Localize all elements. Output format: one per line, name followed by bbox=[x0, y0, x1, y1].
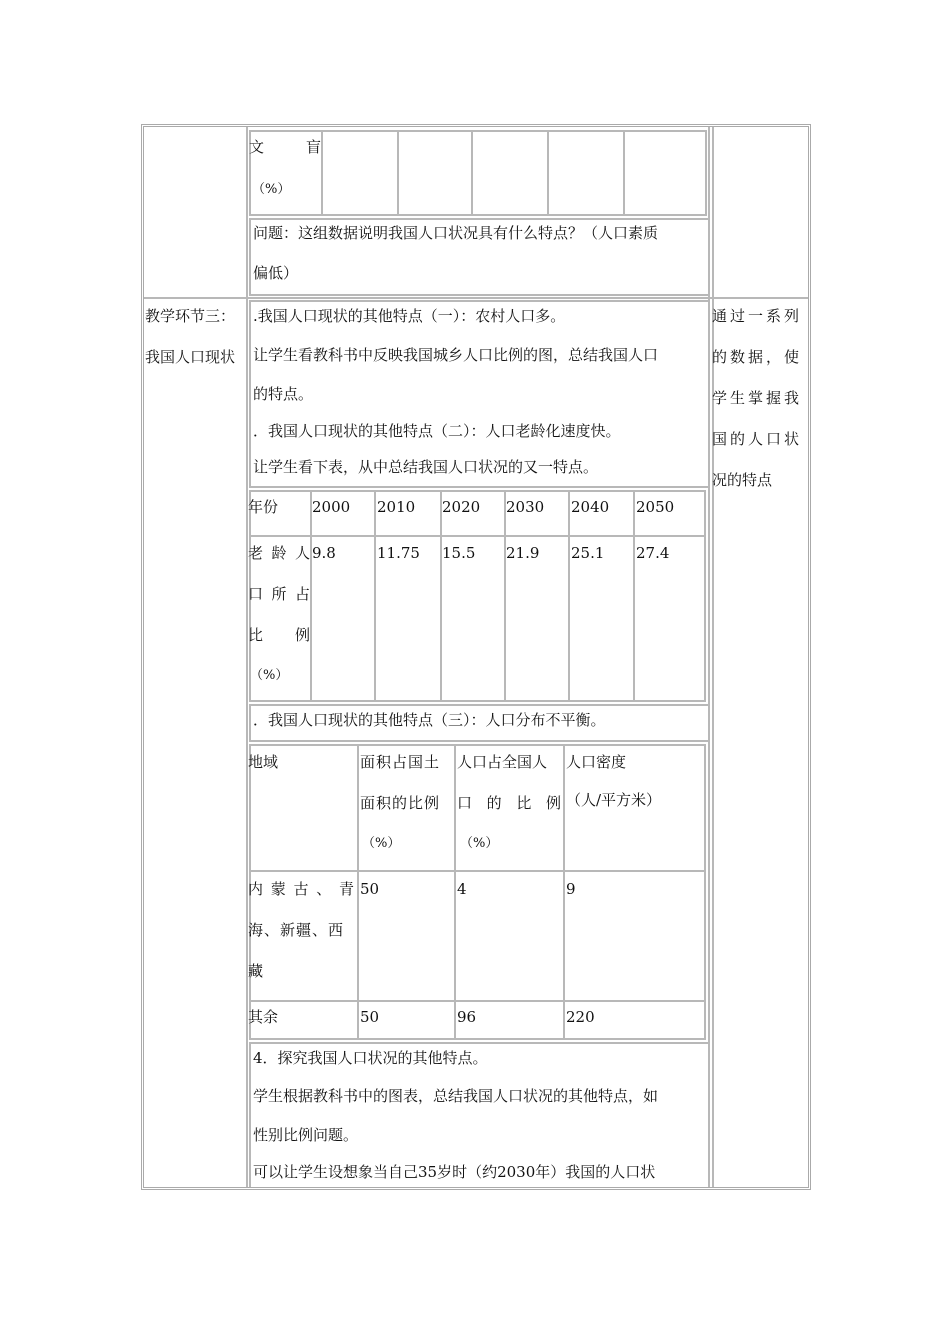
literacy-cell-divider bbox=[471, 132, 473, 214]
aging-col-divider bbox=[633, 492, 635, 700]
pop-row-1: 4 bbox=[457, 880, 467, 898]
point3-title: ．我国人口现状的其他特点（三）：人口分布不平衡。 bbox=[253, 711, 606, 729]
header-pop-line-1: 人口占全国人 bbox=[457, 753, 548, 771]
point2-title: ．我国人口现状的其他特点（二）：人口老龄化速度快。 bbox=[253, 422, 621, 440]
aging-table bbox=[249, 490, 706, 702]
step-label-line-2: 我国人口现状 bbox=[145, 348, 236, 366]
aging-value: 15.5 bbox=[442, 544, 476, 562]
question-line-2: 偏低） bbox=[253, 264, 299, 282]
area-row-1: 50 bbox=[360, 880, 380, 898]
aging-table-row-divider bbox=[251, 535, 704, 537]
distribution-row-divider bbox=[251, 1000, 704, 1002]
literacy-cell-divider bbox=[397, 132, 399, 214]
literacy-label: 文 盲 bbox=[249, 138, 321, 156]
question-line-1: 问题：这组数据说明我国人口状况具有什么特点？（人口素质 bbox=[253, 224, 659, 242]
column-divider-left bbox=[246, 127, 248, 1187]
aging-row-label-line-1: 老 龄 人 bbox=[248, 544, 310, 562]
point1-desc-1: 让学生看教科书中反映我国城乡人口比例的图，总结我国人口 bbox=[253, 346, 659, 364]
goal-line-2: 的数据，使 bbox=[712, 348, 803, 366]
point4-desc-3: 可以让学生设想象当自己35岁时（约2030年）我国的人口状 bbox=[253, 1163, 656, 1181]
header-area-unit: （%） bbox=[362, 836, 401, 851]
goal-line-5: 况的特点 bbox=[712, 471, 773, 489]
aging-value: 27.4 bbox=[636, 544, 670, 562]
area-row-2: 50 bbox=[360, 1008, 380, 1026]
aging-col-divider bbox=[440, 492, 442, 700]
aging-row-label-line-2: 口 所 占 bbox=[248, 585, 310, 603]
header-pop-line-2: 口 的 比 例 bbox=[457, 794, 561, 812]
region-row-2: 其余 bbox=[248, 1008, 279, 1026]
point1-desc-2: 的特点。 bbox=[253, 385, 314, 403]
aging-value: 25.1 bbox=[571, 544, 605, 562]
aging-year-label: 年份 bbox=[248, 498, 279, 516]
step-label-line-1: 教学环节三： bbox=[145, 307, 236, 325]
region-row-1-line-3: 藏 bbox=[248, 962, 264, 980]
literacy-cell-divider bbox=[547, 132, 549, 214]
aging-value: 11.75 bbox=[377, 544, 420, 562]
pop-row-2: 96 bbox=[457, 1008, 477, 1026]
header-area-line-2: 面积的比例 bbox=[360, 794, 441, 812]
aging-value: 9.8 bbox=[312, 544, 336, 562]
point4-desc-2: 性别比例问题。 bbox=[253, 1126, 359, 1144]
aging-row-label-line-3: 比 例 bbox=[248, 626, 310, 644]
header-area-line-1: 面积占国土 bbox=[360, 753, 441, 771]
region-row-1-line-1: 内 蒙 古 、 青 bbox=[248, 880, 354, 898]
row-divider-section3 bbox=[144, 297, 808, 299]
aging-year: 2000 bbox=[312, 498, 351, 516]
aging-value: 21.9 bbox=[506, 544, 540, 562]
point2-desc: 让学生看下表，从中总结我国人口状况的又一特点。 bbox=[253, 458, 599, 476]
point4-desc-1: 学生根据教科书中的图表，总结我国人口状况的其他特点，如 bbox=[253, 1087, 659, 1105]
literacy-cell-divider bbox=[623, 132, 625, 214]
density-row-1: 9 bbox=[566, 880, 576, 898]
aging-year: 2030 bbox=[506, 498, 545, 516]
point4-title: 4．探究我国人口状况的其他特点。 bbox=[253, 1049, 488, 1067]
distribution-col-divider bbox=[563, 746, 565, 1038]
aging-year: 2010 bbox=[377, 498, 416, 516]
goal-line-1: 通过一系列 bbox=[712, 307, 803, 325]
header-region: 地域 bbox=[248, 753, 279, 771]
header-pop-unit: （%） bbox=[460, 836, 499, 851]
aging-year: 2040 bbox=[571, 498, 610, 516]
column-divider-right-inner bbox=[712, 127, 714, 1187]
density-row-2: 220 bbox=[566, 1008, 595, 1026]
goal-line-3: 学生掌握我 bbox=[712, 389, 803, 407]
aging-year: 2020 bbox=[442, 498, 481, 516]
aging-row-label-unit: （%） bbox=[250, 668, 289, 683]
literacy-unit: （%） bbox=[252, 182, 291, 197]
aging-col-divider bbox=[504, 492, 506, 700]
aging-col-divider bbox=[310, 492, 312, 700]
header-density-line-2: （人/平方米） bbox=[566, 791, 662, 809]
distribution-col-divider bbox=[357, 746, 359, 1038]
aging-year: 2050 bbox=[636, 498, 675, 516]
point1-title: .我国人口现状的其他特点（一）：农村人口多。 bbox=[253, 307, 566, 325]
header-density-line-1: 人口密度 bbox=[566, 753, 627, 771]
goal-line-4: 国的人口状 bbox=[712, 430, 803, 448]
distribution-row-divider bbox=[251, 870, 704, 872]
literacy-cell-divider bbox=[321, 132, 323, 214]
region-row-1-line-2: 海、新疆、西 bbox=[248, 921, 345, 939]
aging-col-divider bbox=[568, 492, 570, 700]
distribution-col-divider bbox=[454, 746, 456, 1038]
aging-col-divider bbox=[374, 492, 376, 700]
